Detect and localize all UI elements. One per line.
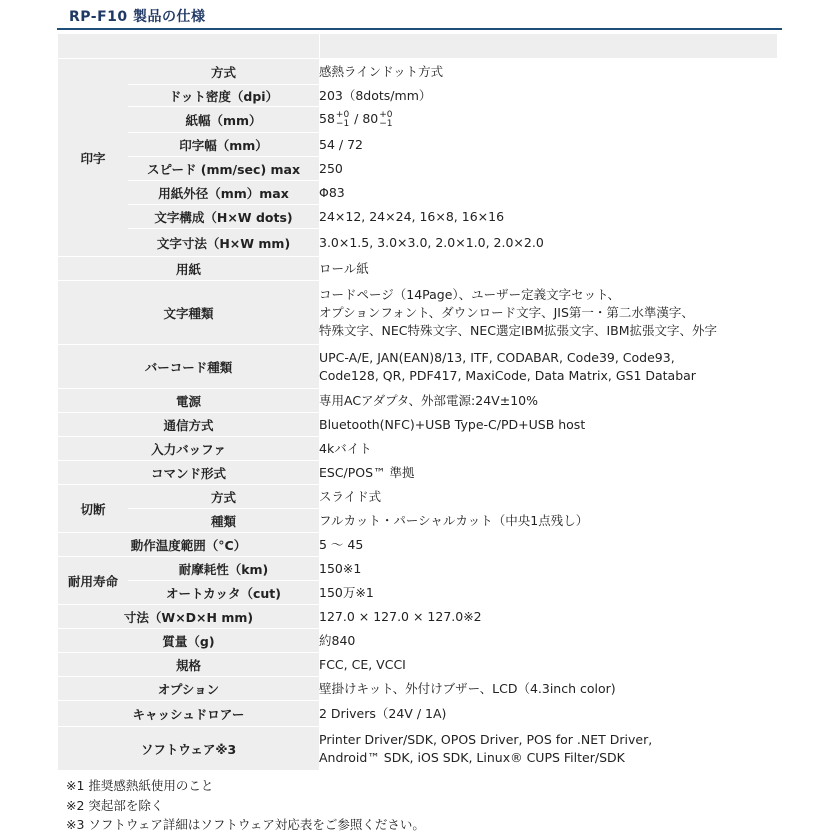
footnote: ※1 推奨感熱紙使用のこと (66, 778, 214, 793)
row-value: 203（8dots/mm） (319, 85, 777, 107)
paper-width-tolerance-1 (336, 111, 349, 129)
table-row (58, 413, 777, 437)
row-value: 150※1 (319, 557, 777, 581)
row-label: 通信方式 (58, 413, 319, 437)
title-bar (57, 0, 782, 30)
row-value: 250 (319, 157, 777, 181)
table-row (58, 557, 777, 581)
row-label: 紙幅（mm） (128, 107, 319, 133)
row-value-multiline (319, 727, 777, 771)
table-row (58, 533, 777, 557)
table-row (58, 677, 777, 701)
row-value: スライド式 (319, 485, 777, 509)
value-line: Code128, QR, PDF417, MaxiCode, Data Matrix, GS1 Databar (319, 367, 696, 383)
table-row (58, 85, 777, 107)
row-value-multiline (319, 281, 777, 345)
paper-width-value-2: 80 (362, 111, 379, 127)
row-value: FCC, CE, VCCI (319, 653, 777, 677)
tolerance-minus: −1 (335, 118, 350, 129)
row-label: 文字種類 (58, 281, 319, 345)
table-row (58, 107, 777, 133)
table-row (58, 389, 777, 413)
tolerance-minus: −1 (379, 118, 393, 129)
row-label: オプション (58, 677, 319, 701)
row-label: 用紙 (58, 257, 319, 281)
table-row (58, 205, 777, 229)
paper-width-tolerance-2 (379, 111, 392, 129)
row-value: 壁掛けキット、外付けブザー、LCD（4.3inch color) (319, 677, 777, 701)
table-row (58, 345, 777, 389)
row-value-paper-width (319, 107, 777, 133)
table-row (58, 281, 777, 345)
table-row (58, 181, 777, 205)
group-print: 印字 (58, 59, 128, 257)
table-header-row (58, 34, 777, 59)
row-label: ドット密度（dpi） (128, 85, 319, 107)
row-label: 質量（g) (58, 629, 319, 653)
footnote: ※2 突起部を除く (66, 797, 164, 813)
page-title: RP-F10 製品の仕様 (69, 9, 206, 25)
header-cell-right (319, 34, 777, 59)
group-durability: 耐用寿命 (58, 557, 128, 605)
row-value: 4kバイト (319, 437, 777, 461)
row-label: 文字寸法（H×W mm) (128, 229, 319, 257)
spec-table (58, 34, 777, 771)
value-line: UPC-A/E, JAN(EAN)8/13, ITF, CODABAR, Code39, Code93, (319, 349, 675, 365)
row-label: 寸法（W×D×H mm) (58, 605, 319, 629)
row-label: オートカッタ（cut) (128, 581, 319, 605)
row-value: Φ83 (319, 181, 777, 205)
table-row (58, 653, 777, 677)
row-label: コマンド形式 (58, 461, 319, 485)
table-row (58, 229, 777, 257)
table-row (58, 605, 777, 629)
table-row (58, 701, 777, 727)
value-line: 特殊文字、NEC特殊文字、NEC選定IBM拡張文字、IBM拡張文字、外字 (319, 322, 718, 338)
group-cutting: 切断 (58, 485, 128, 533)
table-row (58, 437, 777, 461)
table-row (58, 581, 777, 605)
row-label: 用紙外径（mm）max (128, 181, 319, 205)
row-label: 文字構成（H×W dots) (128, 205, 319, 229)
table-row (58, 629, 777, 653)
row-value: 150万※1 (319, 581, 777, 605)
table-row (58, 257, 777, 281)
table-row (58, 485, 777, 509)
row-value: 感熱ラインドット方式 (319, 59, 777, 85)
row-value: 127.0 × 127.0 × 127.0※2 (319, 605, 777, 629)
row-value: 専用ACアダプタ、外部電源:24V±10% (319, 389, 777, 413)
row-label: キャッシュドロアー (58, 701, 319, 727)
row-value: ESC/POS™ 準拠 (319, 461, 777, 485)
row-value: 54 / 72 (319, 133, 777, 157)
row-label: バーコード種類 (58, 345, 319, 389)
tolerance-plus: +0 (335, 109, 350, 120)
row-value: 約840 (319, 629, 777, 653)
row-label: スピード (mm/sec) max (128, 157, 319, 181)
table-row (58, 509, 777, 533)
paper-width-separator: / (350, 111, 363, 127)
row-value: ロール紙 (319, 257, 777, 281)
value-line: Printer Driver/SDK, OPOS Driver, POS for .NET Driver, (319, 731, 653, 747)
table-row (58, 59, 777, 85)
row-value: フルカット・パーシャルカット（中央1点残し） (319, 509, 777, 533)
row-label: 規格 (58, 653, 319, 677)
row-value: 3.0×1.5, 3.0×3.0, 2.0×1.0, 2.0×2.0 (319, 229, 777, 257)
value-line: コードページ（14Page）、ユーザー定義文字セット、 (319, 286, 621, 302)
row-label: ソフトウェア※3 (58, 727, 319, 771)
value-line: Android™ SDK, iOS SDK, Linux® CUPS Filter/SDK (319, 749, 625, 765)
row-value: Bluetooth(NFC)+USB Type-C/PD+USB host (319, 413, 777, 437)
tolerance-plus: +0 (379, 109, 393, 120)
row-value: 5 ～ 45 (319, 533, 777, 557)
row-label: 入力バッファ (58, 437, 319, 461)
row-value: 2 Drivers（24V / 1A) (319, 701, 777, 727)
row-label: 電源 (58, 389, 319, 413)
header-cell-left (58, 34, 319, 59)
footnote: ※3 ソフトウェア詳細はソフトウェア対応表をご参照ください。 (66, 817, 425, 832)
paper-width-value-1: 58 (319, 111, 335, 127)
value-line: オプションフォント、ダウンロード文字、JIS第一・第二水準漢字、 (319, 304, 694, 320)
row-label: 耐摩耗性（km) (128, 557, 319, 581)
table-row (58, 461, 777, 485)
row-label: 動作温度範囲（°C） (58, 533, 319, 557)
row-value-multiline (319, 345, 777, 389)
footnotes (66, 776, 425, 835)
row-label: 方式 (128, 485, 319, 509)
row-label: 方式 (128, 59, 319, 85)
row-label: 印字幅（mm） (128, 133, 319, 157)
row-value: 24×12, 24×24, 16×8, 16×16 (319, 205, 777, 229)
table-row (58, 133, 777, 157)
row-label: 種類 (128, 509, 319, 533)
table-row (58, 157, 777, 181)
table-row (58, 727, 777, 771)
